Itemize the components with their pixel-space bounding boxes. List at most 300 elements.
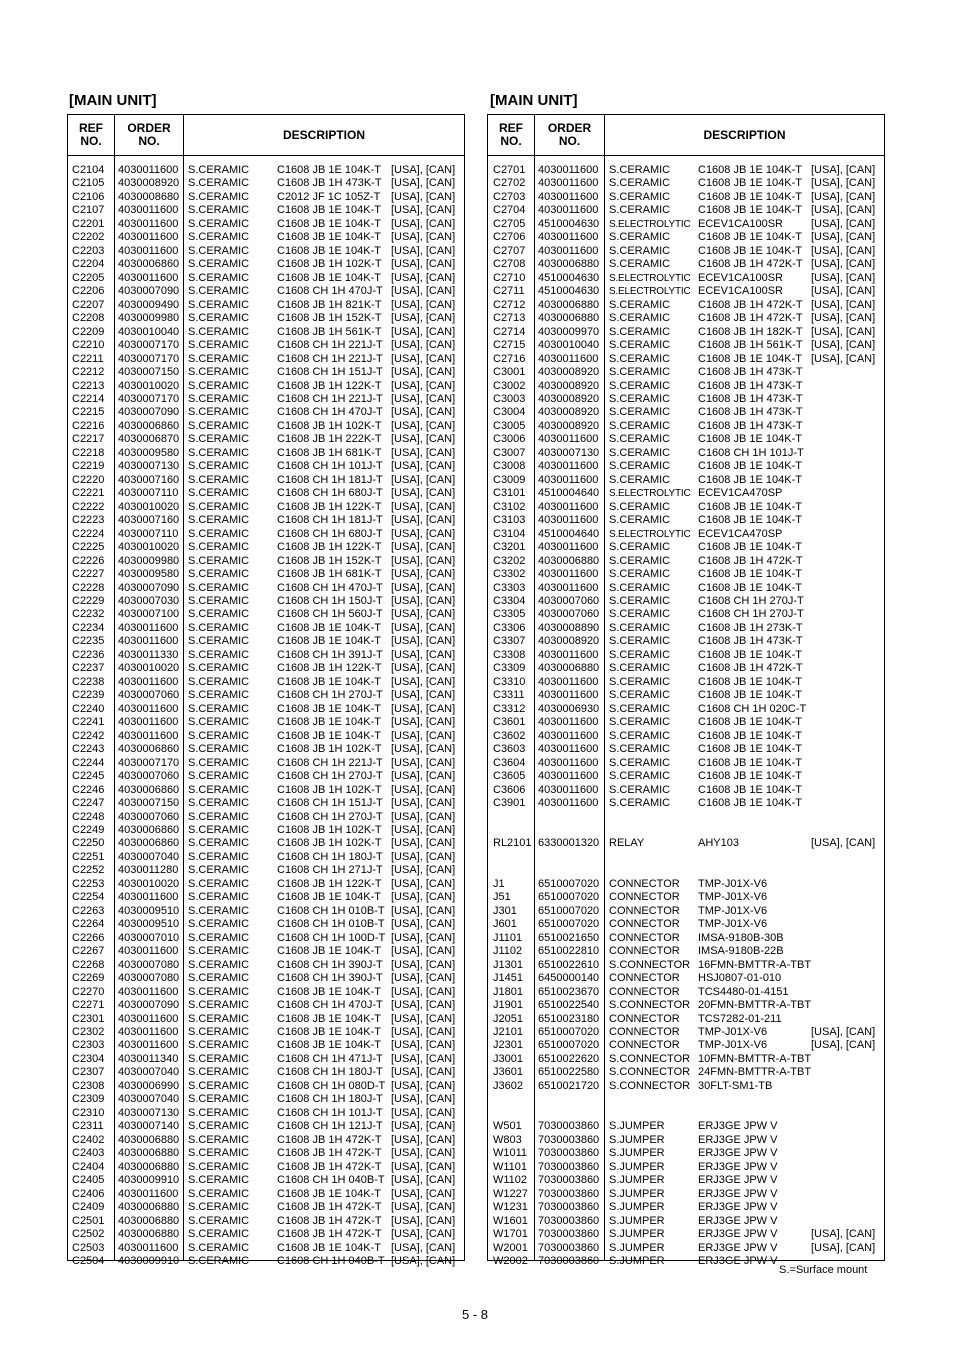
cell-ref-no: RL2101 — [493, 837, 532, 850]
page-number: 5 - 8 — [462, 1307, 489, 1322]
cell-order-no: 4030007160 — [118, 473, 180, 486]
cell-region: [USA], [CAN] — [391, 1026, 456, 1038]
cell-part-type: S.CERAMIC — [609, 554, 671, 567]
cell-ref-no: C2238 — [72, 675, 105, 688]
cell-part-spec: C1608 JB 1H 222K-T — [277, 433, 382, 446]
table-row — [488, 231, 884, 244]
cell-part-type: S.CERAMIC — [188, 716, 250, 729]
cell-region: [USA], [CAN] — [811, 217, 876, 230]
table-row — [68, 635, 464, 648]
cell-part-spec: 16FMN-BMTTR-A-TBT — [698, 958, 812, 971]
table-row — [68, 622, 464, 635]
table-row — [68, 326, 464, 339]
cell-part-spec: C1608 JB 1H 152K-T — [277, 312, 382, 325]
header-description: DESCRIPTION — [183, 115, 464, 155]
cell-part-spec: ERJ3GE JPW V — [698, 1120, 778, 1133]
table-row — [68, 959, 464, 972]
cell-ref-no: C2239 — [72, 689, 105, 702]
cell-region: [USA], [CAN] — [811, 298, 876, 311]
cell-order-no: 7030003860 — [538, 1120, 600, 1133]
cell-order-no: 6510007020 — [538, 877, 600, 890]
cell-region: [USA], [CAN] — [391, 608, 456, 621]
cell-part-spec: C1608 JB 1H 122K-T — [277, 541, 382, 554]
cell-part-type: S.CERAMIC — [188, 204, 250, 217]
cell-part-type: S.CERAMIC — [188, 1254, 250, 1267]
cell-part-type: S.JUMPER — [609, 1133, 665, 1146]
cell-order-no: 4030011600 — [538, 164, 599, 176]
cell-part-spec: ECEV1CA100SR — [698, 285, 783, 298]
cell-region: [USA], [CAN] — [391, 783, 456, 796]
cell-part-type: S.CERAMIC — [188, 850, 250, 863]
cell-part-type: S.CERAMIC — [188, 595, 250, 607]
cell-order-no: 4030007060 — [118, 810, 180, 823]
cell-region: [USA], [CAN] — [391, 904, 456, 917]
cell-order-no: 4030007130 — [118, 460, 180, 473]
table-row — [488, 272, 884, 285]
cell-order-no: 4030007130 — [118, 1106, 180, 1119]
table-row — [68, 258, 464, 271]
cell-order-no: 4030011600 — [538, 783, 599, 796]
cell-part-spec: C1608 CH 1H 080D-T — [277, 1079, 386, 1092]
table-row — [68, 1161, 464, 1174]
cell-region: [USA], [CAN] — [391, 204, 456, 217]
table-row — [68, 218, 464, 231]
cell-order-no: 4030009970 — [538, 325, 600, 338]
cell-part-spec: C1608 CH 1H 680J-T — [277, 487, 383, 500]
cell-region: [USA], [CAN] — [391, 1079, 456, 1092]
cell-ref-no: C2251 — [72, 850, 105, 863]
cell-part-spec: C1608 CH 1H 181J-T — [277, 473, 383, 486]
cell-order-no: 4030011600 — [538, 244, 599, 257]
cell-part-type: S.CERAMIC — [188, 864, 250, 877]
cell-order-no: 4030010020 — [118, 662, 180, 675]
cell-part-spec: ERJ3GE JPW V — [698, 1147, 778, 1160]
cell-ref-no: C2705 — [493, 217, 526, 230]
cell-part-spec: 30FLT-SM1-TB — [698, 1079, 773, 1092]
cell-part-type: S.CERAMIC — [188, 810, 250, 823]
cell-region: [USA], [CAN] — [391, 1106, 456, 1119]
table-row — [488, 568, 884, 581]
cell-ref-no: C3312 — [493, 702, 526, 715]
cell-part-type: S.CERAMIC — [188, 473, 250, 486]
cell-part-spec: C1608 JB 1E 104K-T — [277, 945, 381, 958]
cell-part-type: S.CERAMIC — [188, 931, 250, 944]
cell-ref-no: C2704 — [493, 204, 526, 217]
table-row — [68, 986, 464, 999]
cell-order-no: 4030006880 — [538, 298, 600, 311]
cell-region: [USA], [CAN] — [391, 527, 456, 540]
cell-ref-no: C2503 — [72, 1241, 105, 1254]
cell-part-spec: C1608 JB 1E 104K-T — [277, 1012, 381, 1025]
table-row — [488, 608, 884, 621]
header-ref-no: REF NO. — [499, 121, 523, 148]
cell-region: [USA], [CAN] — [811, 190, 876, 203]
table-row — [488, 326, 884, 339]
cell-order-no: 4030008920 — [538, 419, 600, 432]
cell-part-type: S.CERAMIC — [609, 541, 671, 554]
table-row — [488, 245, 884, 258]
cell-order-no: 4030011600 — [118, 1039, 179, 1052]
table-row — [68, 1120, 464, 1133]
cell-part-type: S.CERAMIC — [188, 1079, 250, 1092]
cell-ref-no: J1102 — [493, 945, 523, 958]
cell-part-type: CONNECTOR — [609, 1039, 680, 1052]
table-row — [68, 811, 464, 824]
table-row — [488, 851, 884, 864]
cell-part-spec: ERJ3GE JPW V — [698, 1214, 778, 1227]
table-row — [68, 1039, 464, 1052]
cell-part-spec: C1608 JB 1E 104K-T — [277, 1241, 381, 1254]
right-section-title: [MAIN UNIT] — [490, 92, 578, 109]
cell-part-type: S.CERAMIC — [609, 366, 671, 379]
table-row — [488, 878, 884, 891]
cell-ref-no: C3308 — [493, 648, 526, 661]
cell-part-spec: C1608 JB 1H 473K-T — [277, 177, 382, 190]
cell-part-spec: C1608 JB 1H 472K-T — [277, 1214, 382, 1227]
cell-part-type: S.CERAMIC — [609, 716, 671, 729]
cell-ref-no: C2264 — [72, 918, 105, 931]
cell-region: [USA], [CAN] — [391, 985, 456, 998]
table-row — [68, 420, 464, 433]
cell-part-type: S.CERAMIC — [609, 581, 671, 594]
cell-ref-no: C2237 — [72, 662, 105, 675]
table-row — [488, 380, 884, 393]
cell-region: [USA], [CAN] — [391, 823, 456, 836]
cell-region: [USA], [CAN] — [391, 1201, 456, 1214]
table-row — [68, 393, 464, 406]
cell-part-spec: C1608 JB 1E 104K-T — [698, 675, 802, 688]
cell-order-no: 4030011600 — [118, 164, 179, 176]
cell-part-spec: C1608 JB 1E 104K-T — [277, 891, 381, 904]
table-row — [68, 662, 464, 675]
table-row — [488, 662, 884, 675]
cell-order-no: 6510021650 — [538, 931, 600, 944]
cell-part-type: S.CERAMIC — [609, 797, 671, 810]
cell-region: [USA], [CAN] — [811, 1039, 876, 1052]
cell-ref-no: C2232 — [72, 608, 105, 621]
cell-order-no: 4030009510 — [118, 918, 180, 931]
cell-region: [USA], [CAN] — [811, 271, 876, 284]
table-row — [68, 932, 464, 945]
cell-order-no: 4030008890 — [538, 621, 600, 634]
cell-region: [USA], [CAN] — [391, 891, 456, 904]
cell-order-no: 4030007060 — [538, 608, 600, 621]
cell-ref-no: C3001 — [493, 366, 526, 379]
cell-part-spec: C1608 JB 1E 104K-T — [277, 204, 381, 217]
cell-order-no: 4030006870 — [118, 433, 180, 446]
table-row — [488, 528, 884, 541]
cell-part-spec: C1608 CH 1H 020C-T — [698, 702, 807, 715]
cell-order-no: 4030011600 — [118, 217, 179, 230]
table-row — [68, 541, 464, 554]
cell-part-spec: C1608 JB 1E 104K-T — [698, 743, 802, 756]
cell-part-spec: C1608 CH 1H 470J-T — [277, 285, 383, 298]
table-row — [68, 595, 464, 608]
cell-ref-no: C2252 — [72, 864, 105, 877]
cell-part-spec: C1608 JB 1E 104K-T — [698, 581, 802, 594]
cell-ref-no: C3007 — [493, 446, 526, 459]
cell-ref-no: C2308 — [72, 1079, 105, 1092]
table-row — [488, 972, 884, 985]
cell-part-type: S.CERAMIC — [188, 514, 250, 527]
table-row — [488, 1242, 884, 1255]
cell-part-spec: C1608 CH 1H 471J-T — [277, 1052, 383, 1065]
cell-order-no: 7030003860 — [538, 1228, 600, 1241]
cell-part-type: S.CERAMIC — [188, 1160, 250, 1173]
cell-part-spec: C1608 JB 1E 104K-T — [698, 648, 802, 661]
cell-part-spec: C1608 JB 1E 104K-T — [698, 756, 802, 769]
cell-ref-no: C2405 — [72, 1174, 105, 1187]
cell-part-spec: C1608 JB 1E 104K-T — [277, 635, 381, 648]
cell-ref-no: C2403 — [72, 1147, 105, 1160]
cell-ref-no: W1701 — [493, 1228, 528, 1241]
cell-region: [USA], [CAN] — [391, 1120, 456, 1133]
table-row — [488, 1026, 884, 1039]
cell-order-no: 4030007040 — [118, 850, 180, 863]
cell-ref-no: C2204 — [72, 258, 105, 271]
cell-part-type: S.ELECTROLYTIC — [609, 218, 691, 230]
table-row — [488, 339, 884, 352]
cell-order-no: 4030006880 — [118, 1147, 180, 1160]
cell-part-type: CONNECTOR — [609, 1012, 680, 1025]
left-table-body — [68, 156, 464, 1267]
cell-part-spec: C1608 JB 1E 104K-T — [277, 164, 381, 176]
cell-part-spec: C1608 CH 1H 181J-T — [277, 514, 383, 527]
cell-ref-no: C2218 — [72, 446, 105, 459]
cell-ref-no: C2205 — [72, 271, 105, 284]
cell-part-spec: C1608 JB 1H 472K-T — [698, 554, 803, 567]
cell-order-no: 4030008680 — [118, 190, 180, 203]
cell-part-spec: C1608 CH 1H 391J-T — [277, 648, 383, 661]
cell-ref-no: C2254 — [72, 891, 105, 904]
cell-part-spec: ECEV1CA100SR — [698, 217, 783, 230]
cell-part-spec: C1608 JB 1H 681K-T — [277, 568, 382, 581]
cell-ref-no: C2245 — [72, 770, 105, 783]
table-row — [488, 460, 884, 473]
cell-ref-no: C2214 — [72, 392, 105, 405]
table-row — [68, 164, 464, 177]
cell-part-type: S.CERAMIC — [609, 689, 671, 702]
cell-region: [USA], [CAN] — [391, 231, 456, 244]
cell-part-spec: C1608 JB 1E 104K-T — [698, 797, 802, 810]
table-row — [488, 986, 884, 999]
cell-region: [USA], [CAN] — [391, 500, 456, 513]
cell-order-no: 4510004640 — [538, 487, 600, 500]
table-row — [488, 541, 884, 554]
cell-part-spec: C1608 CH 1H 040B-T — [277, 1174, 385, 1187]
cell-part-type: S.ELECTROLYTIC — [609, 488, 691, 500]
cell-order-no: 4030011600 — [118, 729, 179, 742]
cell-part-type: CONNECTOR — [609, 931, 680, 944]
table-row — [488, 703, 884, 716]
cell-ref-no: C2409 — [72, 1201, 105, 1214]
cell-region: [USA], [CAN] — [811, 244, 876, 257]
table-row — [68, 945, 464, 958]
cell-ref-no: C2216 — [72, 419, 105, 432]
cell-order-no: 4030011600 — [538, 352, 599, 365]
cell-part-type: S.CERAMIC — [188, 621, 250, 634]
cell-ref-no: C2229 — [72, 595, 105, 607]
cell-part-spec: C1608 JB 1H 182K-T — [698, 325, 803, 338]
cell-order-no: 4030011600 — [538, 648, 599, 661]
table-row — [68, 406, 464, 419]
cell-ref-no: J2051 — [493, 1012, 523, 1025]
cell-part-type: S.CERAMIC — [188, 689, 250, 702]
cell-order-no: 4030011600 — [118, 635, 179, 648]
cell-order-no: 6510007020 — [538, 1026, 600, 1038]
cell-part-type: S.CERAMIC — [609, 258, 671, 271]
cell-part-type: S.JUMPER — [609, 1254, 665, 1267]
cell-ref-no: W1227 — [493, 1187, 528, 1200]
cell-part-spec: C1608 JB 1E 104K-T — [698, 190, 802, 203]
cell-order-no: 4030011600 — [118, 1187, 179, 1200]
cell-order-no: 4030011600 — [538, 231, 599, 244]
table-row — [68, 501, 464, 514]
cell-order-no: 4030008920 — [538, 392, 600, 405]
cell-part-spec: C1608 JB 1E 104K-T — [698, 783, 802, 796]
table-row — [68, 339, 464, 352]
table-row — [488, 1066, 884, 1079]
cell-part-spec: C1608 JB 1H 472K-T — [698, 298, 803, 311]
cell-region: [USA], [CAN] — [391, 1187, 456, 1200]
cell-part-type: S.CERAMIC — [188, 1066, 250, 1079]
cell-region: [USA], [CAN] — [391, 258, 456, 271]
cell-ref-no: C2221 — [72, 487, 105, 500]
cell-part-spec: C1608 JB 1H 102K-T — [277, 419, 382, 432]
left-table-rows — [68, 164, 464, 1268]
cell-ref-no: W2002 — [493, 1254, 528, 1267]
cell-region: [USA], [CAN] — [391, 1012, 456, 1025]
cell-part-type: S.CERAMIC — [609, 595, 671, 607]
cell-order-no: 4030011600 — [538, 204, 599, 217]
cell-order-no: 4030011600 — [118, 891, 179, 904]
cell-order-no: 4030009980 — [118, 554, 180, 567]
cell-part-type: S.CERAMIC — [609, 756, 671, 769]
cell-part-type: S.CERAMIC — [188, 1174, 250, 1187]
cell-order-no: 4030011600 — [538, 689, 599, 702]
cell-region: [USA], [CAN] — [391, 1133, 456, 1146]
cell-ref-no: C2236 — [72, 648, 105, 661]
cell-region: [USA], [CAN] — [391, 621, 456, 634]
cell-order-no: 4030006880 — [118, 1201, 180, 1214]
cell-ref-no: C2703 — [493, 190, 526, 203]
table-row — [488, 676, 884, 689]
cell-part-type: S.CERAMIC — [188, 406, 250, 419]
cell-part-type: S.CERAMIC — [188, 1012, 250, 1025]
cell-part-type: S.CONNECTOR — [609, 1079, 691, 1092]
cell-ref-no: C2309 — [72, 1093, 105, 1106]
cell-ref-no: C2212 — [72, 366, 105, 379]
cell-ref-no: C3601 — [493, 716, 526, 729]
cell-order-no: 4030011600 — [118, 702, 179, 715]
cell-part-spec: C1608 CH 1H 221J-T — [277, 352, 383, 365]
cell-part-type: S.CERAMIC — [188, 217, 250, 230]
cell-ref-no: C2211 — [72, 352, 104, 365]
cell-order-no: 4030011600 — [118, 1026, 179, 1038]
cell-region: [USA], [CAN] — [391, 312, 456, 325]
table-row — [68, 528, 464, 541]
table-row — [68, 999, 464, 1012]
cell-part-spec: TMP-J01X-V6 — [698, 1039, 768, 1052]
cell-order-no: 4030007060 — [118, 689, 180, 702]
cell-part-type: S.CERAMIC — [609, 648, 671, 661]
cell-ref-no: C2235 — [72, 635, 105, 648]
cell-part-spec: ERJ3GE JPW V — [698, 1228, 778, 1241]
table-row — [68, 245, 464, 258]
cell-ref-no: C3005 — [493, 419, 526, 432]
cell-part-spec: IMSA-9180B-30B — [698, 931, 784, 944]
cell-order-no: 4030006880 — [118, 1214, 180, 1227]
cell-order-no: 4030007170 — [118, 339, 180, 352]
cell-ref-no: C2201 — [72, 217, 105, 230]
cell-ref-no: C3304 — [493, 595, 526, 607]
cell-order-no: 4030007060 — [538, 595, 600, 607]
cell-region: [USA], [CAN] — [391, 473, 456, 486]
cell-part-spec: C1608 CH 1H 270J-T — [277, 770, 383, 783]
cell-order-no: 4030011600 — [118, 716, 179, 729]
cell-part-type: S.CERAMIC — [188, 662, 250, 675]
cell-part-type: S.CERAMIC — [609, 392, 671, 405]
table-row — [488, 595, 884, 608]
table-row — [488, 501, 884, 514]
table-row — [68, 231, 464, 244]
cell-region: [USA], [CAN] — [391, 244, 456, 257]
cell-order-no: 4030011600 — [538, 568, 599, 581]
table-row — [488, 837, 884, 850]
cell-part-spec: C1608 JB 1H 472K-T — [277, 1201, 382, 1214]
table-row — [488, 797, 884, 810]
cell-ref-no: C3309 — [493, 662, 526, 675]
cell-ref-no: C3201 — [493, 541, 526, 554]
cell-region: [USA], [CAN] — [391, 945, 456, 958]
cell-part-spec: TMP-J01X-V6 — [698, 904, 768, 917]
cell-part-type: S.CERAMIC — [188, 985, 250, 998]
cell-part-type: S.CERAMIC — [609, 770, 671, 783]
cell-part-spec: TMP-J01X-V6 — [698, 1026, 768, 1038]
cell-part-spec: C1608 JB 1H 122K-T — [277, 662, 382, 675]
table-row — [488, 514, 884, 527]
cell-part-type: S.CERAMIC — [188, 729, 250, 742]
cell-part-spec: C1608 CH 1H 470J-T — [277, 406, 383, 419]
table-row — [488, 959, 884, 972]
cell-part-spec: C1608 JB 1E 104K-T — [698, 770, 802, 783]
cell-region: [USA], [CAN] — [391, 850, 456, 863]
table-row — [68, 703, 464, 716]
cell-ref-no: C2701 — [493, 164, 526, 176]
table-row — [68, 380, 464, 393]
cell-part-spec: C1608 CH 1H 150J-T — [277, 595, 383, 607]
cell-part-type: S.CERAMIC — [609, 419, 671, 432]
cell-part-type: S.CERAMIC — [188, 392, 250, 405]
cell-part-spec: C1608 JB 1E 104K-T — [698, 204, 802, 217]
cell-part-type: S.CERAMIC — [609, 743, 671, 756]
cell-order-no: 4030009910 — [118, 1174, 180, 1187]
cell-order-no: 4030011600 — [538, 581, 599, 594]
table-row — [68, 177, 464, 190]
cell-order-no: 4030006880 — [538, 312, 600, 325]
cell-part-spec: C1608 JB 1E 104K-T — [698, 244, 802, 257]
table-row — [488, 555, 884, 568]
table-row — [68, 878, 464, 891]
cell-order-no: 4030006860 — [118, 419, 180, 432]
cell-region: [USA], [CAN] — [391, 581, 456, 594]
cell-part-spec: C1608 JB 1E 104K-T — [698, 500, 802, 513]
cell-order-no: 7030003860 — [538, 1160, 600, 1173]
cell-ref-no: C2202 — [72, 231, 105, 244]
cell-part-type: S.CERAMIC — [188, 1147, 250, 1160]
cell-part-type: S.CERAMIC — [609, 231, 671, 244]
cell-order-no: 4030006860 — [118, 258, 180, 271]
